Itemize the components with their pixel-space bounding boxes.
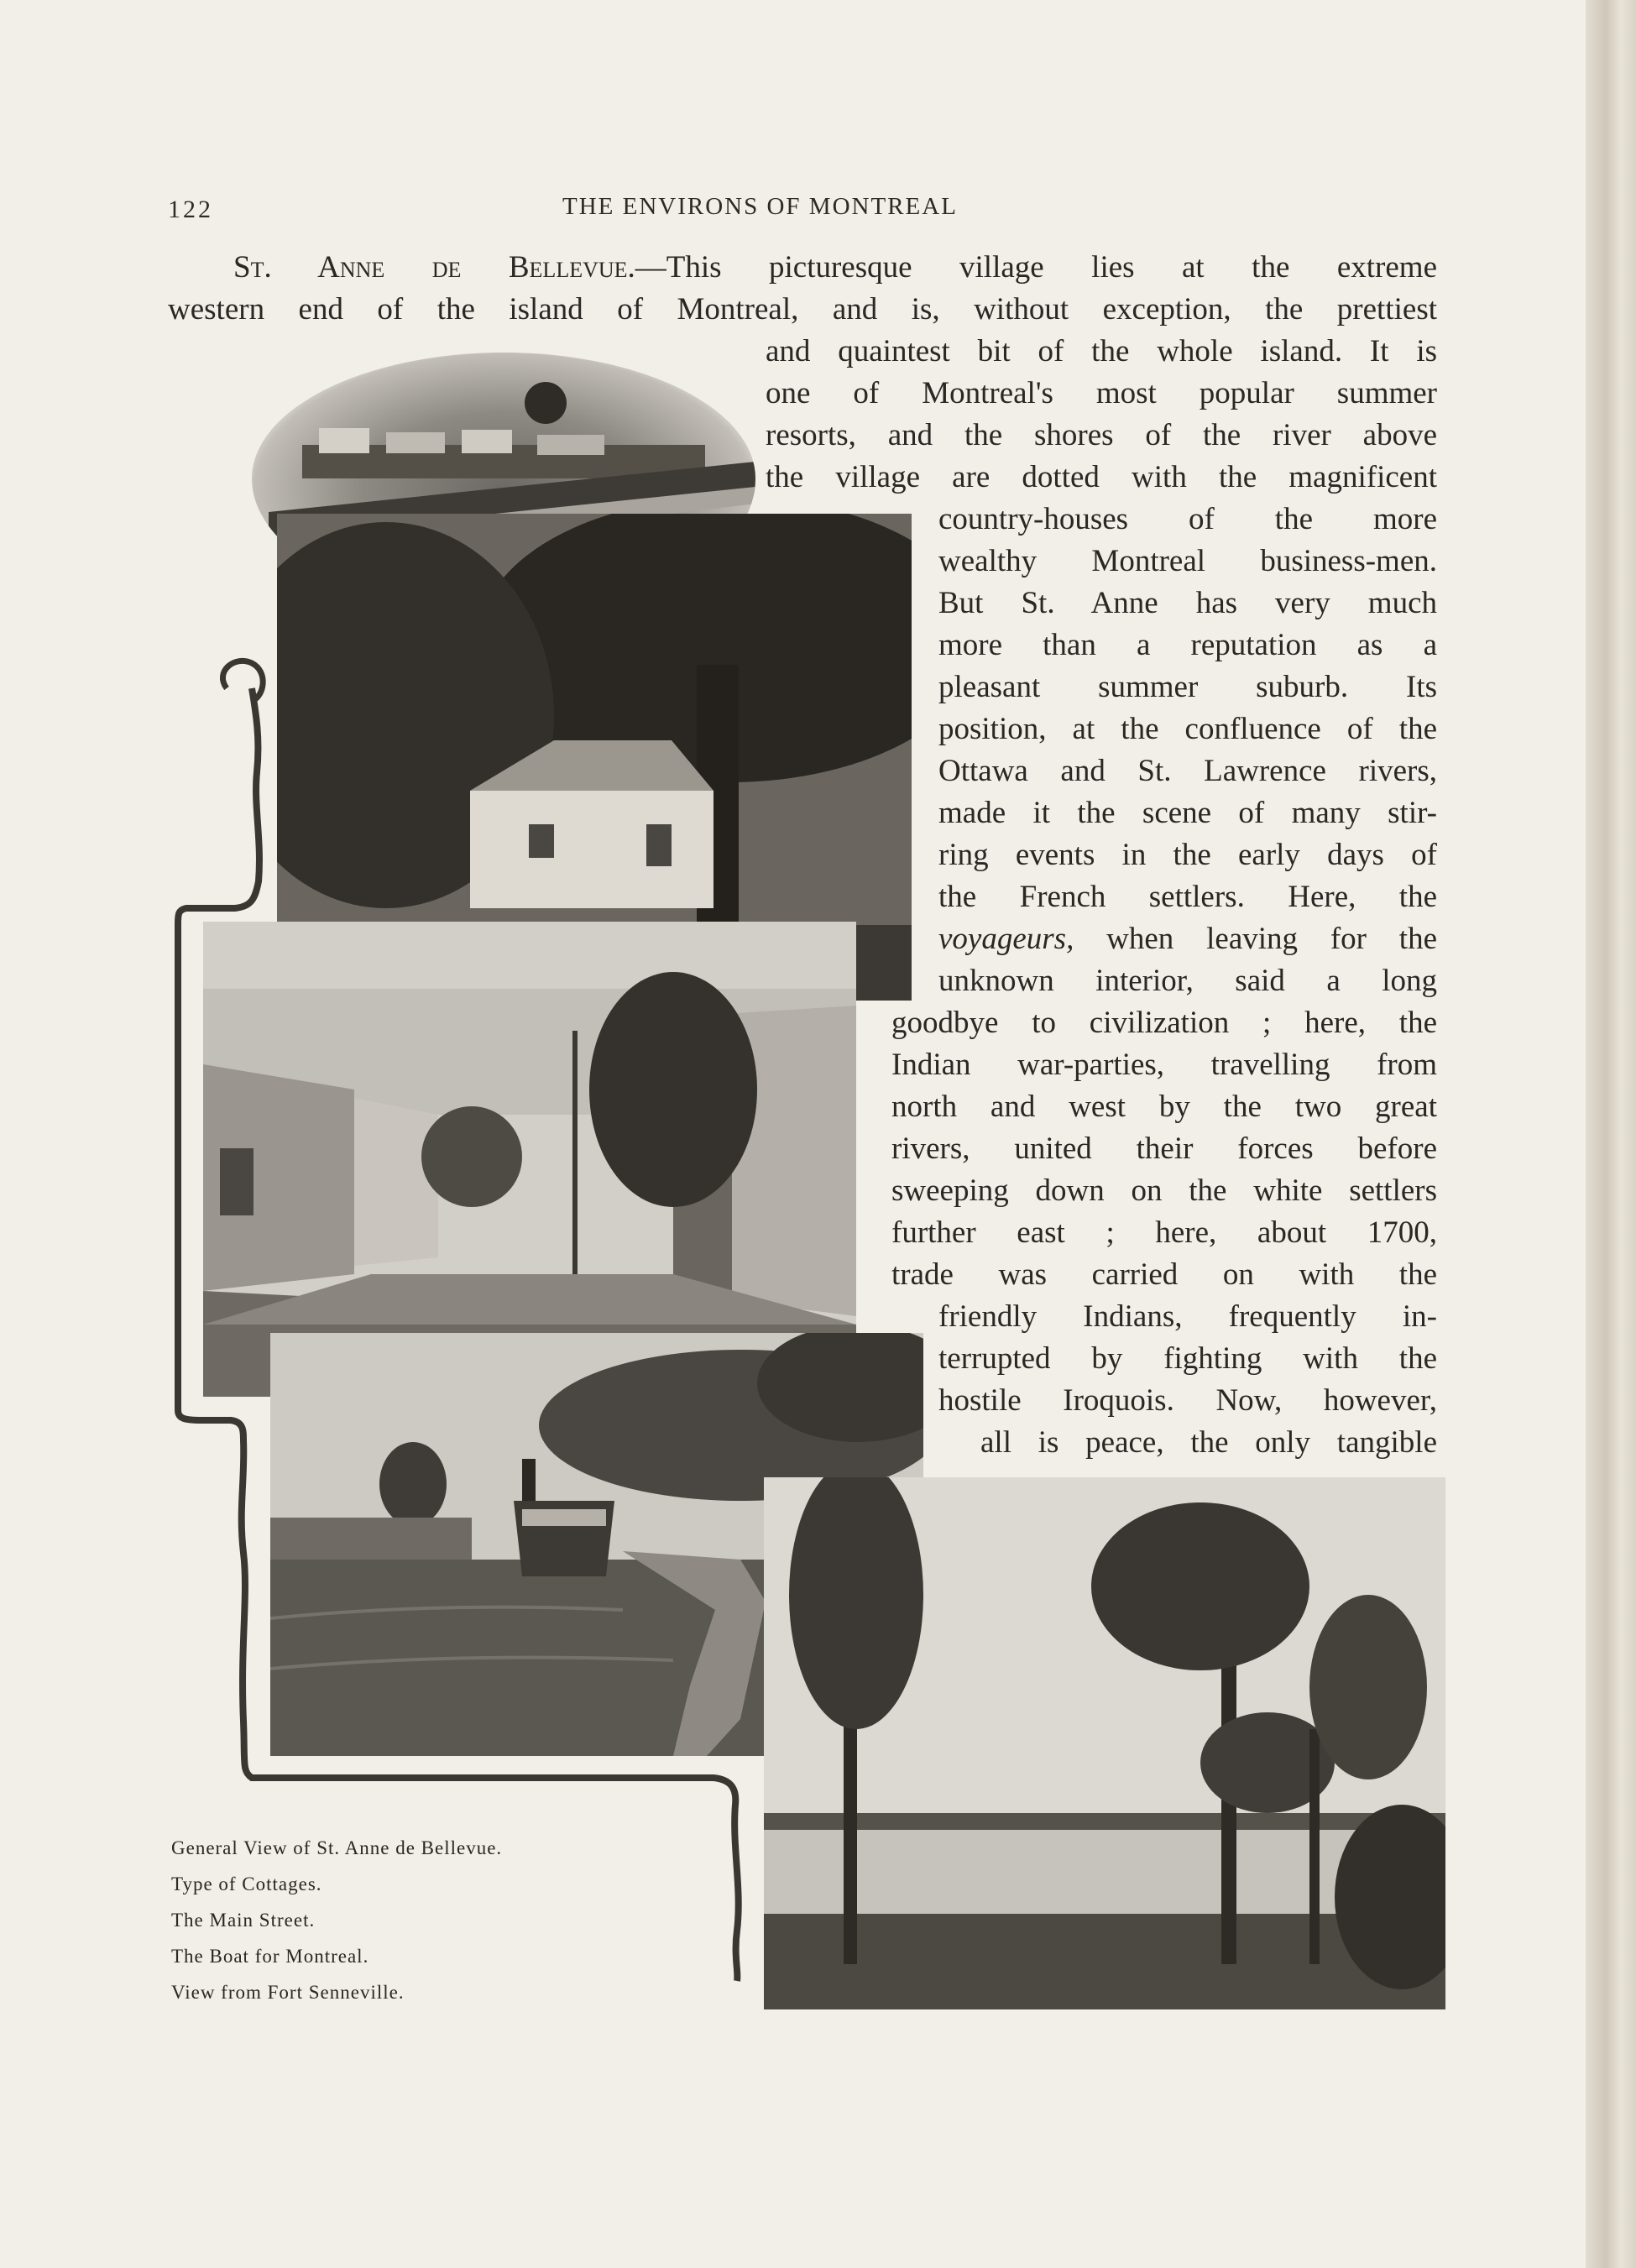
text-line-3: and quaintest bit of the whole island. It is [766,334,1437,368]
text-line-20: Indian war-parties, travelling from [891,1048,1437,1082]
text-line-5: resorts, and the shores of the river above [766,418,1437,452]
photo-view-from-fort-senneville [764,1477,1445,2009]
text-line-27: terrupted by fighting with the [938,1341,1437,1376]
photo-main-street [203,922,856,1397]
section-lead: St. Anne de Bellevue. [233,250,635,285]
text-line-6: the village are dotted with the magnificent [766,460,1437,494]
text-line-25: trade was carried on with the [891,1257,1437,1292]
caption-view-from-fort-senneville: View from Fort Senneville. [171,1982,405,2003]
italic-voyageurs: voyageurs, [938,922,1074,956]
caption-main-street: The Main Street. [171,1910,316,1931]
text-line-9: But St. Anne has very much [938,586,1437,620]
text-line-12: position, at the confluence of the [938,712,1437,746]
text-line-22: rivers, united their forces before [891,1131,1437,1166]
text-line-16: the French settlers. Here, the [938,880,1437,914]
text-line-26: friendly Indians, frequently in- [938,1299,1437,1334]
text-line-2: western end of the island of Montreal, and is, without exception, the prettiest [168,292,1437,327]
running-head: THE ENVIRONS OF MONTREAL [562,193,958,220]
text-line-8: wealthy Montreal business-men. [938,544,1437,578]
text-line-24: further east ; here, about 1700, [891,1215,1437,1250]
text-line-13: Ottawa and St. Lawrence rivers, [938,754,1437,788]
text-line-11: pleasant summer suburb. Its [938,670,1437,704]
page-number: 122 [168,196,213,223]
text-line-29: all is peace, the only tangible [980,1425,1437,1460]
text-line-17: voyageurs, when leaving for the [938,922,1437,956]
text-line-28: hostile Iroquois. Now, however, [938,1383,1437,1418]
text-line-18: unknown interior, said a long [938,964,1437,998]
text-line-23: sweeping down on the white settlers [891,1173,1437,1208]
text-line-15: ring events in the early days of [938,838,1437,872]
text-line-1: St. Anne de Bellevue.—This picturesque village lies at the extreme [233,250,1437,285]
photo-main-street-art [203,922,856,1397]
text-line-10: more than a reputation as a [938,628,1437,662]
text-line-7: country-houses of the more [938,502,1437,536]
text-line-19: goodbye to civilization ; here, the [891,1006,1437,1040]
text-line-4: one of Montreal's most popular summer [766,376,1437,410]
text-line-14: made it the scene of many stir- [938,796,1437,830]
caption-list [171,1830,502,2010]
text-line-21: north and west by the two great [891,1090,1437,1124]
caption-boat-for-montreal: The Boat for Montreal. [171,1946,369,1967]
photo-view-from-fort-senneville-art [764,1477,1445,2009]
caption-general-view: General View of St. Anne de Bellevue. [171,1837,503,1858]
caption-type-of-cottages: Type of Cottages. [171,1873,322,1894]
